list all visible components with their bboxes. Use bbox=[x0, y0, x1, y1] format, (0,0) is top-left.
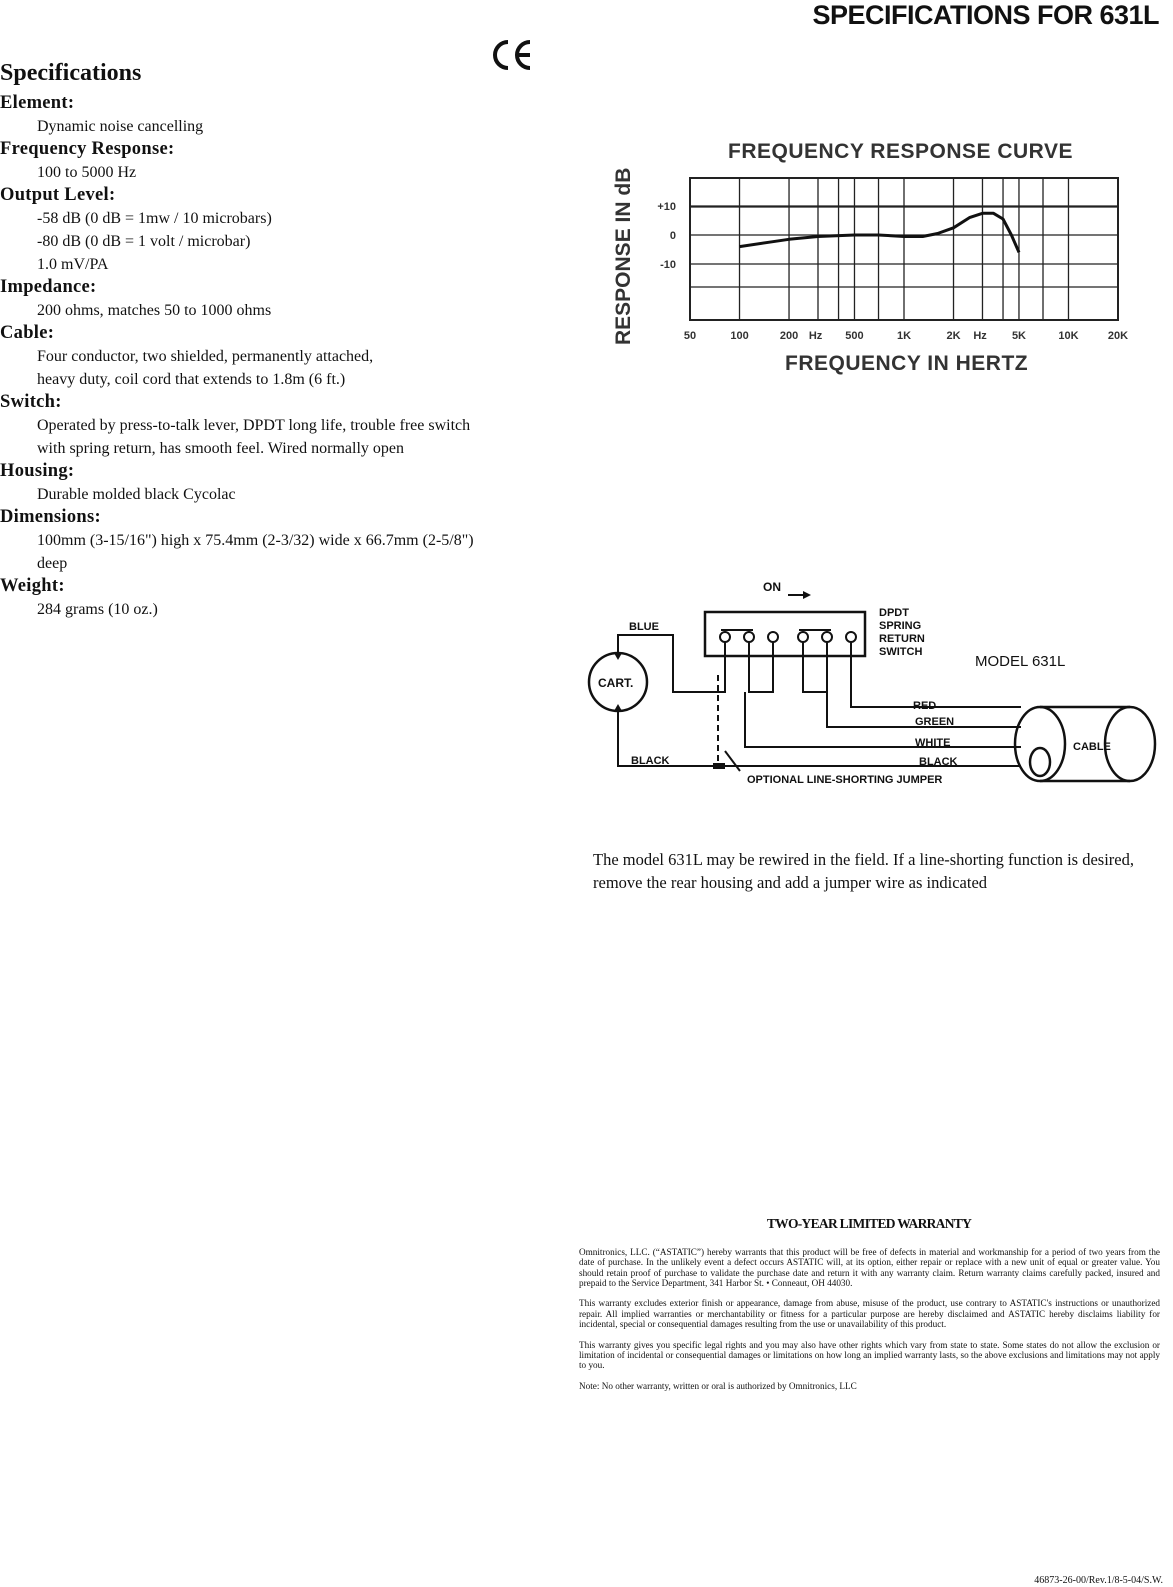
wire-label-black-left: BLACK bbox=[631, 755, 670, 767]
spec-value: heavy duty, coil cord that extends to 1.8m (6 ft.) bbox=[37, 371, 346, 388]
spec-label: Output Level: bbox=[0, 185, 116, 205]
jumper-label: OPTIONAL LINE-SHORTING JUMPER bbox=[747, 774, 943, 786]
document-title: SPECIFICATIONS FOR 631L bbox=[812, 0, 1159, 30]
chart-x-tick-label: 200 bbox=[779, 330, 799, 342]
chart-series-line bbox=[740, 213, 1020, 252]
chart-x-tick-label: 20K bbox=[1107, 330, 1129, 342]
wiring-diagram bbox=[585, 575, 1165, 800]
spec-value: Four conductor, two shielded, permanently attached, bbox=[37, 348, 374, 365]
spec-label: Impedance: bbox=[0, 277, 97, 297]
arrow-right-icon bbox=[803, 591, 811, 599]
warranty-paragraph: This warranty excludes exterior finish or appearance, damage from abuse, misuse of the product, use contrary to ASTATIC's instructions or unauthorized repair. All implied warranties or merchantability or fitness for a particular purpose are hereby disclaimed and ASTATIC hereby disclaims liability for incidental, special or consequential damages resulting from the use or unavailability of this product. bbox=[579, 1298, 1160, 1330]
cable-label: CABLE bbox=[1073, 741, 1111, 753]
warranty-title: TWO-YEAR LIMITED WARRANTY bbox=[766, 1216, 972, 1231]
wire-label-red: RED bbox=[913, 700, 937, 712]
chart-x-tick-label: 500 bbox=[845, 330, 864, 342]
frequency-response-chart bbox=[640, 170, 1140, 345]
chart-x-tick-label: 50 bbox=[683, 330, 697, 342]
chart-x-tick-label: 5K bbox=[1011, 330, 1027, 342]
document-code: 46873-26-00/Rev.1/8-5-04/S.W. bbox=[1034, 1575, 1163, 1586]
wire-label-black-right: BLACK bbox=[919, 756, 958, 768]
warranty-paragraph: Omnitronics, LLC. (“ASTATIC”) hereby warrants that this product will be free of defects in material and workmanship for a period of two years from the date of purchase. In the unlikely event a defect occurs ASTATIC will, at its option, either repair or replace with a new unit of equal or greater value. You should retain proof of purchase to validate the purchase date and return it with any warranty claim. Return warranty claims carefully packed, insured and prepaid to the Service Department, 341 Harbor St. • Conneaut, OH 44030. bbox=[579, 1247, 1160, 1288]
spec-label: Cable: bbox=[0, 323, 55, 343]
cartridge-label: CART. bbox=[598, 676, 634, 690]
chart-y-tick-label: +10 bbox=[657, 201, 676, 213]
chart-title: FREQUENCY RESPONSE CURVE bbox=[728, 140, 1073, 163]
spec-label: Element: bbox=[0, 93, 75, 113]
chart-x-tick-label: 2K bbox=[946, 330, 961, 342]
spec-label: Dimensions: bbox=[0, 507, 101, 527]
model-label: MODEL 631L bbox=[975, 653, 1066, 670]
chart-x-tick-label: Hz bbox=[808, 330, 823, 342]
chart-x-tick-label: 1K bbox=[896, 330, 912, 342]
chart-x-tick-label: Hz bbox=[973, 330, 987, 342]
spec-label: Frequency Response: bbox=[0, 139, 175, 159]
warranty-text bbox=[579, 1247, 1160, 1401]
spec-value: -80 dB (0 dB = 1 volt / microbar) bbox=[37, 233, 251, 250]
spec-label: Weight: bbox=[0, 576, 65, 596]
chart-y-tick-label: 0 bbox=[669, 230, 676, 242]
spec-value: 284 grams (10 oz.) bbox=[37, 601, 158, 618]
warranty-paragraph: This warranty gives you specific legal rights and you may also have other rights which vary from state to state. Some states do not allow the exclusion or limitation of incidental or consequential damages or limitations on how long an implied warranty lasts, so the above exclusions and limitations may not apply to you. bbox=[579, 1339, 1160, 1371]
chart-x-axis-label: FREQUENCY IN HERTZ bbox=[785, 352, 1029, 375]
spec-value: 100 to 5000 Hz bbox=[37, 164, 137, 181]
spec-value: Operated by press-to-talk lever, DPDT long life, trouble free switch bbox=[37, 417, 471, 434]
spec-value: 1.0 mV/PA bbox=[37, 256, 109, 273]
spec-value: with spring return, has smooth feel. Wired normally open bbox=[37, 440, 404, 457]
spec-label: Switch: bbox=[0, 392, 62, 412]
ce-mark-icon bbox=[490, 36, 536, 74]
wire-label-green: GREEN bbox=[915, 716, 955, 728]
switch-label-4: SWITCH bbox=[879, 646, 923, 658]
on-label: ON bbox=[763, 580, 781, 594]
chart-x-tick-label: 100 bbox=[730, 330, 749, 342]
specifications-heading: Specifications bbox=[0, 60, 142, 86]
switch-label-1: DPDT bbox=[879, 607, 909, 619]
chart-x-tick-label: 10K bbox=[1058, 330, 1079, 342]
switch-label-2: SPRING bbox=[879, 620, 922, 632]
spec-value: 200 ohms, matches 50 to 1000 ohms bbox=[37, 302, 272, 319]
chart-y-axis-label: RESPONSE IN dB bbox=[612, 167, 635, 345]
warranty-paragraph: Note: No other warranty, written or oral is authorized by Omnitronics, LLC bbox=[579, 1380, 857, 1391]
wiring-caption: The model 631L may be rewired in the field. If a line-shorting function is desired, remove the rear housing and add a jumper wire as indicated bbox=[593, 850, 1134, 892]
wire-label-white: WHITE bbox=[915, 737, 951, 749]
spec-value: deep bbox=[37, 555, 68, 572]
spec-value: -58 dB (0 dB = 1mw / 10 microbars) bbox=[37, 210, 272, 227]
spec-value: 100mm (3-15/16") high x 75.4mm (2-3/32) wide x 66.7mm (2-5/8") bbox=[37, 532, 474, 549]
spec-value: Durable molded black Cycolac bbox=[37, 486, 236, 503]
chart-y-tick-label: -10 bbox=[660, 259, 676, 271]
switch-label-3: RETURN bbox=[879, 633, 925, 645]
spec-value: Dynamic noise cancelling bbox=[37, 118, 204, 135]
spec-list bbox=[0, 92, 540, 621]
wire-label-blue: BLUE bbox=[629, 621, 659, 633]
spec-label: Housing: bbox=[0, 461, 75, 481]
